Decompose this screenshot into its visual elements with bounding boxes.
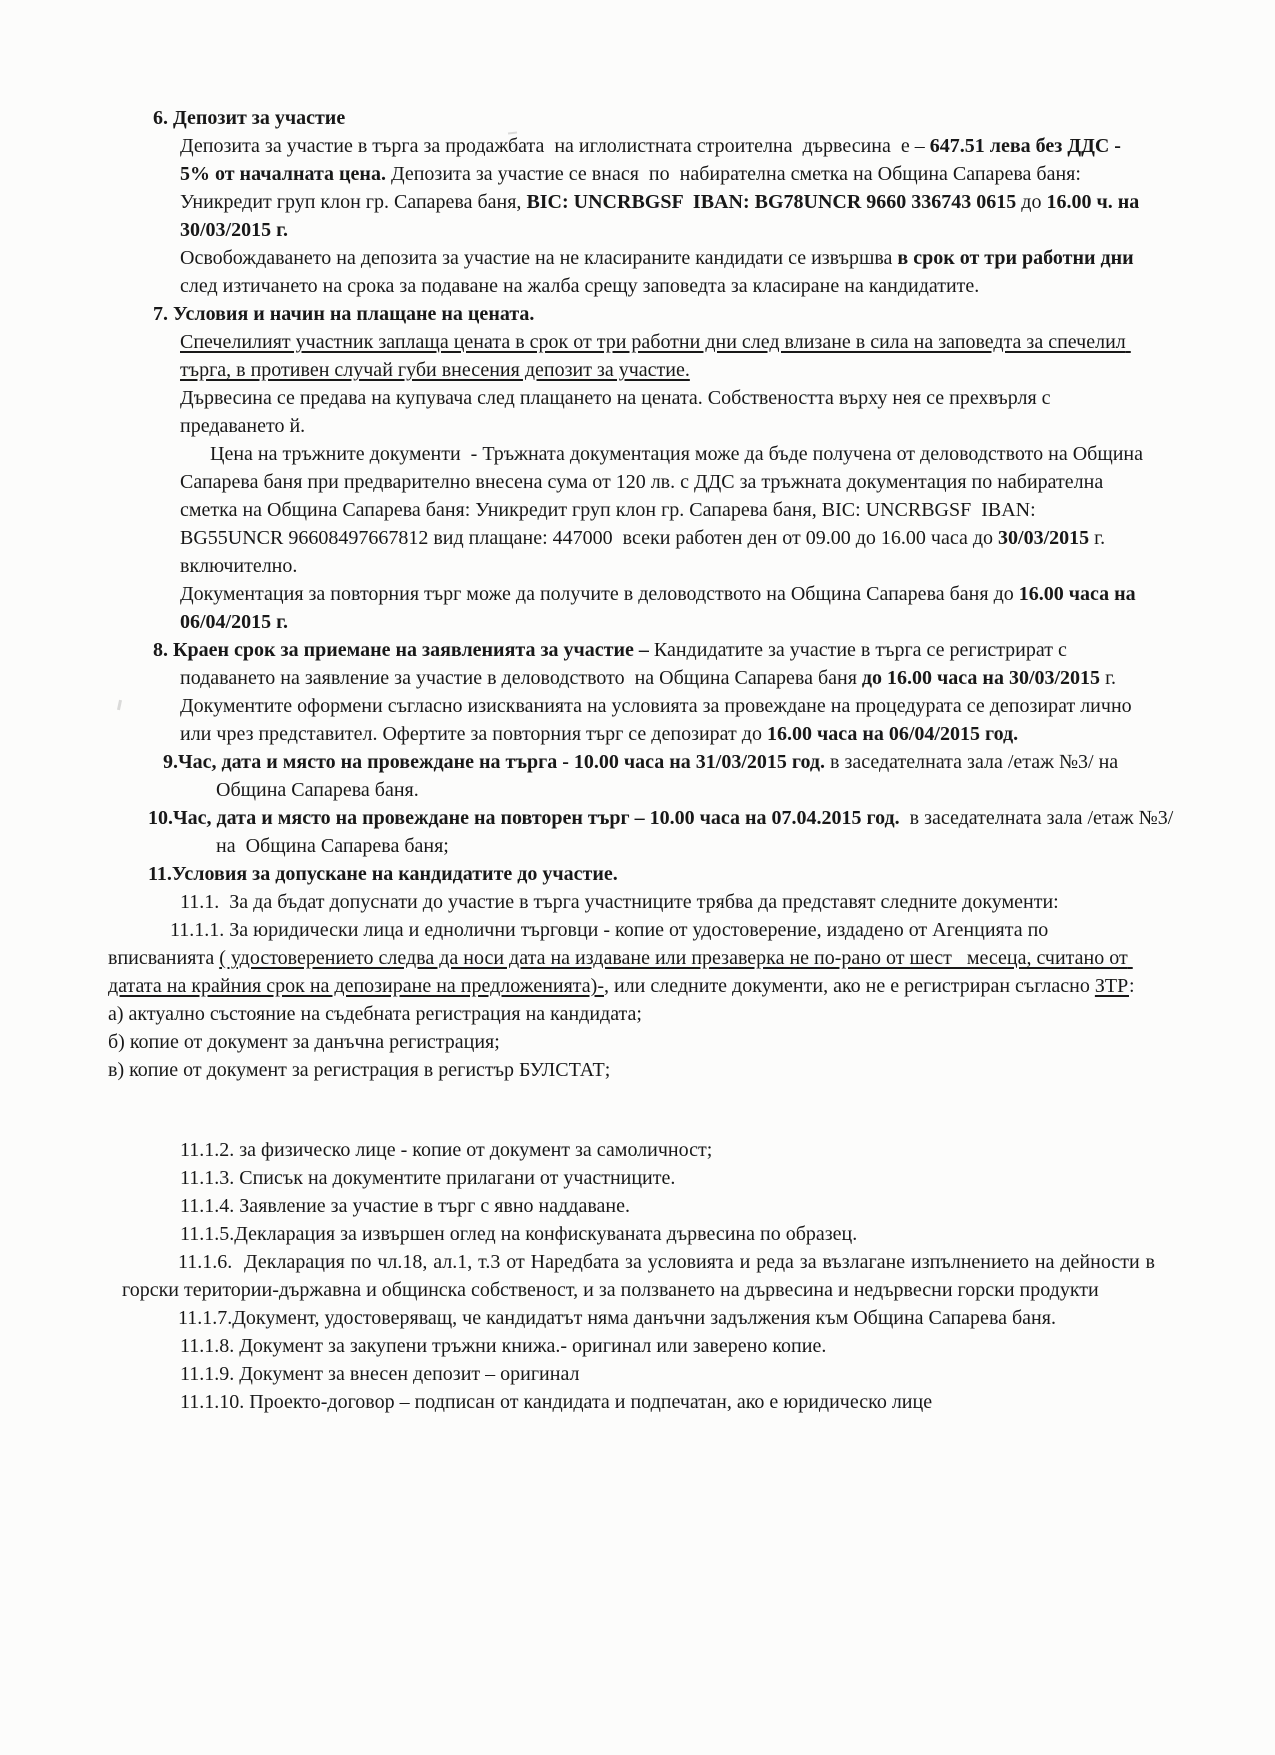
text-run: Документация за повторния търг може да получите в деловодството на Община Сапарева баня до bbox=[180, 583, 1019, 605]
item-a bbox=[108, 1000, 1143, 1028]
text-run: в заседателната зала /етаж №3/ на Община Сапарева баня. bbox=[216, 751, 1129, 801]
text-run: в) копие от документ за регистрация в регистър БУЛСТАТ; bbox=[108, 1059, 611, 1081]
text-run: в заседателната зала /етаж №3/ на Община Сапарева баня; bbox=[216, 807, 1179, 857]
text-run: 16.00 часа на 06/04/2015 г. bbox=[180, 583, 1141, 633]
text-run: Цена на тръжните документи - Тръжната документация може да бъде получена от деловодството на Община Сапарева баня при предварително внесена сума от 120 лв. с ДДС за тръжната документация по набирателна сметка на Община Сапарева баня: Уникредит груп клон гр. Сапарева баня, BIC: UNCRBGSF IBAN: BG55UNCR 96608497667812 вид плащане: 447000 всеки работен ден от 09.00 до 16.00 часа до bbox=[180, 443, 1149, 549]
item-v bbox=[108, 1056, 1143, 1084]
item-9-auction-time bbox=[163, 748, 1175, 804]
text-run: 9.Час, дата и място на провеждане на търга - 10.00 часа на 31/03/2015 год. bbox=[163, 751, 826, 773]
item-11-1 bbox=[180, 888, 1143, 916]
text-run: до 16.00 часа на 30/03/2015 bbox=[861, 667, 1101, 689]
text-run: 11.1.1. За юридически лица и еднолични търговци - копие от удостоверение, издадено от Агенцията по вписванията bbox=[108, 919, 1054, 969]
item-11-1-8 bbox=[180, 1332, 1143, 1360]
text-run: 11.1.9. Документ за внесен депозит – оригинал bbox=[180, 1363, 580, 1385]
text-run: а) актуално състояние на съдебната регистрация на кандидата; bbox=[108, 1003, 642, 1025]
text-run: до bbox=[1016, 191, 1047, 213]
item-11-1-10 bbox=[180, 1388, 1143, 1416]
text-run: 647.51 лева без ДДС - 5% от началната цена. bbox=[180, 135, 1126, 185]
text-run: 11.1. За да бъдат допуснати до участие в търга участниците трябва да представят следните документи: bbox=[180, 891, 1059, 913]
text-run: 30/03/2015 bbox=[998, 527, 1090, 549]
text-run: Кандидатите за участие в търга се регистрират с подаването на заявление за участие в деловодството на Община Сапарева баня bbox=[180, 639, 1072, 689]
text-run: ( удостоверението следва да носи дата на издаване или презаверка не по-рано от шест месеца, считано от датата на крайния срок на депозиране на предложенията)- bbox=[108, 947, 1133, 997]
item-8-deadline bbox=[153, 636, 1143, 748]
item-6-deposit bbox=[180, 132, 1143, 244]
item-11-1-6 bbox=[122, 1248, 1160, 1304]
text-run: , или следните документи, ако не е регистриран съгласно bbox=[604, 975, 1095, 997]
text-run: 7. Условия и начин на плащане на цената. bbox=[153, 303, 535, 325]
text-run: г. Документите оформени съгласно изискванията на условията за провеждане на процедурата се депозират лично или чрез представител. Офертите за повторния търг се депозират до bbox=[180, 667, 1137, 745]
text-run: 16.00 часа на 06/04/2015 год. bbox=[766, 723, 1019, 745]
text-run: Депозита за участие в търга за продажбата на иглолистната строителна дървесина е – bbox=[180, 135, 930, 157]
item-11-1-5 bbox=[180, 1220, 1143, 1248]
item-11-title bbox=[148, 860, 1143, 888]
item-6-release bbox=[180, 244, 1143, 300]
text-run: 11.1.10. Проекто-договор – подписан от кандидата и подпечатан, ако е юридическо лице bbox=[180, 1391, 933, 1413]
text-run: в срок от три работни дни bbox=[897, 247, 1134, 269]
item-7-handover bbox=[180, 384, 1143, 440]
item-11-1-1 bbox=[108, 916, 1157, 1000]
text-run: : bbox=[1129, 975, 1135, 997]
item-10-repeat-auction-time bbox=[148, 804, 1179, 860]
text-run: Дървесина се предава на купувача след плащането на цената. Собствеността върху нея се прехвърля с предаването й. bbox=[180, 387, 1056, 437]
text-run: г. включително. bbox=[180, 527, 1111, 577]
text-run: 6. Депозит за участие bbox=[153, 107, 346, 129]
text-run: ЗТР bbox=[1094, 975, 1129, 997]
text-run: BIC: UNCRBGSF IBAN: BG78UNCR 9660 336743 0615 bbox=[526, 191, 1017, 213]
item-11-1-9 bbox=[180, 1360, 1143, 1388]
item-11-1-3 bbox=[180, 1164, 1143, 1192]
text-run: 16.00 ч. на 30/03/2015 г. bbox=[180, 191, 1145, 241]
text-run: 11.1.2. за физическо лице - копие от документ за самоличност; bbox=[180, 1139, 713, 1161]
text-run: 11.Условия за допускане на кандидатите до участие. bbox=[148, 863, 618, 885]
item-7-docs-price bbox=[180, 440, 1149, 580]
item-7-winner bbox=[180, 328, 1143, 384]
item-11-1-2 bbox=[180, 1136, 1143, 1164]
text-run: 11.1.5.Декларация за извършен оглед на конфискуваната дървесина по образец. bbox=[180, 1223, 858, 1245]
text-run: след изтичането на срока за подаване на жалба срещу заповедта за класиране на кандидатите. bbox=[180, 247, 1139, 297]
item-7-title bbox=[153, 300, 1143, 328]
text-run: 8. Краен срок за приемане на заявленията за участие – bbox=[153, 639, 654, 661]
item-6-title bbox=[153, 104, 1143, 132]
item-11-1-7 bbox=[105, 1304, 1120, 1332]
text-run: Спечелилият участник заплаща цената в срок от три работни дни след влизане в сила на заповедта за спечелил търга, в противен случай губи внесения депозит за участие. bbox=[180, 331, 1131, 381]
text-run: Освобождаването на депозита за участие на не класираните кандидати се извършва bbox=[180, 247, 898, 269]
text-run: 11.1.4. Заявление за участие в търг с явно наддаване. bbox=[180, 1195, 630, 1217]
text-run: 10.Час, дата и място на провеждане на повторен търг – 10.00 часа на 07.04.2015 год. bbox=[148, 807, 900, 829]
item-b bbox=[108, 1028, 1143, 1056]
text-run: 11.1.3. Списък на документите прилагани от участниците. bbox=[180, 1167, 676, 1189]
text-run: 11.1.6. Декларация по чл.18, ал.1, т.3 от Наредбата за условията и реда за възлагане изпълнението на дейности в горски територии-държавна и общинска собственост, и за ползването на дървесина и недървесни горски продукти bbox=[122, 1251, 1160, 1301]
text-run: 11.1.7.Документ, удостоверяващ, че кандидатът няма данъчни задължения към Община Сапарева баня. bbox=[178, 1307, 1056, 1329]
text-run: 11.1.8. Документ за закупени тръжни книжа.- оригинал или заверено копие. bbox=[180, 1335, 827, 1357]
item-7-repeat-docs bbox=[180, 580, 1143, 636]
item-11-1-4 bbox=[180, 1192, 1143, 1220]
text-run: б) копие от документ за данъчна регистрация; bbox=[108, 1031, 500, 1053]
text-run: Депозита за участие се внася по набирателна сметка на Община Сапарева баня: Уникредит груп клон гр. Сапарева баня, bbox=[180, 163, 1086, 213]
